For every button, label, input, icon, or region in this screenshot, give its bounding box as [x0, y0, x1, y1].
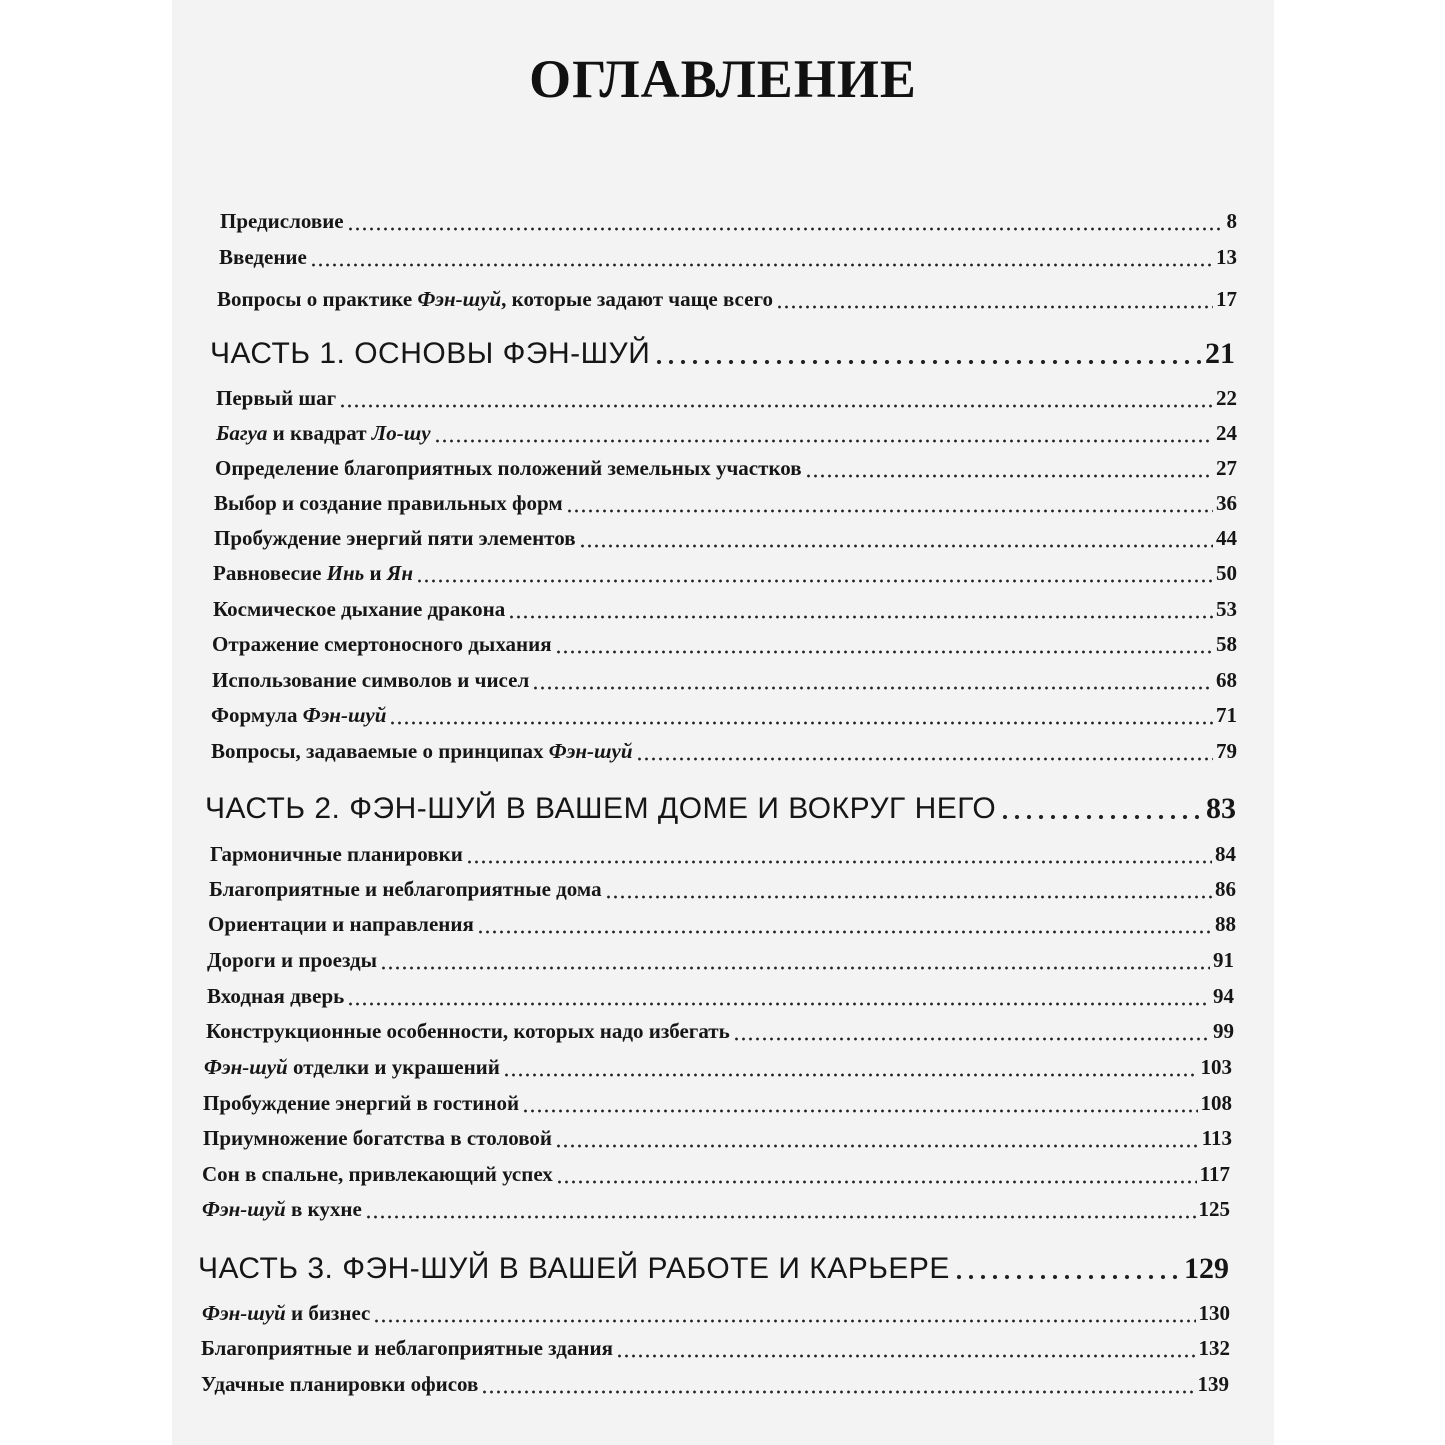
toc-label: ЧАСТЬ 3. ФЭН-ШУЙ В ВАШЕЙ РАБОТЕ И КАРЬЕРЕ: [198, 1252, 950, 1285]
page-number: 58: [1216, 632, 1237, 657]
dot-leader: [434, 422, 1213, 443]
toc-label: Фэн-шуй отделки и украшений: [204, 1055, 500, 1080]
toc-entry[interactable]: [216, 384, 1237, 409]
toc-label: Предисловие: [220, 209, 344, 234]
dot-leader: [380, 949, 1210, 970]
dot-leader: [389, 704, 1213, 725]
dot-leader: [522, 1092, 1197, 1113]
dot-leader: [373, 1302, 1195, 1323]
toc-part-heading[interactable]: [198, 1248, 1229, 1284]
page-number: 8: [1226, 209, 1237, 234]
dot-leader: [556, 1163, 1197, 1184]
dot-leader: [636, 740, 1214, 761]
page-number: 125: [1198, 1197, 1230, 1222]
page-number: 91: [1213, 948, 1234, 973]
dot-leader: [532, 669, 1213, 690]
toc-entry[interactable]: [211, 737, 1237, 762]
dot-leader: [555, 633, 1213, 654]
page-number: 68: [1216, 668, 1237, 693]
dot-leader: [776, 288, 1213, 309]
dot-leader: [347, 985, 1210, 1006]
dot-leader: [508, 598, 1213, 619]
toc-label: Вопросы, задаваемые о принципах Фэн-шуй: [211, 739, 633, 764]
toc-label: Космическое дыхание дракона: [213, 597, 506, 622]
page-number: 84: [1215, 842, 1236, 867]
toc-label: Благоприятные и неблагоприятные дома: [209, 877, 602, 902]
dot-leader: [579, 527, 1213, 548]
dot-leader: [365, 1198, 1196, 1219]
toc-label: Входная дверь: [207, 984, 345, 1009]
dot-leader: [466, 843, 1212, 864]
dot-leader: [805, 457, 1213, 478]
toc-entry[interactable]: [209, 875, 1236, 900]
toc-entry[interactable]: [203, 1089, 1232, 1114]
toc-entry[interactable]: [217, 285, 1237, 310]
page-number: 129: [1184, 1252, 1229, 1285]
toc-label: Определение благоприятных положений земельных участков: [215, 456, 802, 481]
dot-leader: [416, 562, 1213, 583]
page-number: 103: [1200, 1055, 1232, 1080]
toc-label: Вопросы о практике Фэн-шуй, которые задают чаще всего: [217, 287, 773, 312]
page-number: 83: [1206, 792, 1236, 825]
toc-entry[interactable]: [208, 910, 1236, 935]
toc-label: Равновесие Инь и Ян: [213, 561, 413, 586]
toc-label: Пробуждение энергий в гостиной: [203, 1091, 520, 1116]
page-number: 108: [1200, 1091, 1232, 1116]
dot-leader: [477, 913, 1212, 934]
page-number: 117: [1199, 1162, 1230, 1187]
toc-entry[interactable]: [214, 524, 1237, 549]
dot-leader: [953, 1250, 1181, 1280]
dot-leader: [347, 210, 1224, 231]
toc-label: ЧАСТЬ 1. ОСНОВЫ ФЭН-ШУЙ: [210, 337, 651, 370]
toc-entry[interactable]: [202, 1160, 1230, 1185]
dot-leader: [733, 1020, 1210, 1041]
page-number: 139: [1197, 1372, 1229, 1397]
dot-leader: [616, 1337, 1196, 1358]
toc-entry[interactable]: [202, 1299, 1230, 1324]
toc-entry[interactable]: [204, 1053, 1232, 1078]
page-number: 94: [1213, 984, 1234, 1009]
toc-entry[interactable]: [219, 243, 1237, 268]
toc-entry[interactable]: [201, 1334, 1230, 1359]
toc-entry[interactable]: [220, 207, 1237, 232]
page-number: 22: [1216, 386, 1237, 411]
toc-entry[interactable]: [207, 946, 1234, 971]
toc-label: Приумножение богатства в столовой: [203, 1126, 553, 1151]
toc-entry[interactable]: [216, 419, 1237, 444]
toc-entry[interactable]: [201, 1370, 1229, 1395]
toc-label: Гармоничные планировки: [210, 842, 463, 867]
page-number: 132: [1198, 1336, 1230, 1361]
dot-leader: [605, 878, 1212, 899]
toc-label: Сон в спальне, привлекающий успех: [202, 1162, 553, 1187]
page-number: 21: [1205, 337, 1235, 370]
toc-part-heading[interactable]: [210, 333, 1235, 369]
toc-label: Благоприятные и неблагоприятные здания: [201, 1336, 613, 1361]
page-number: 27: [1216, 456, 1237, 481]
toc-label: Ориентации и направления: [208, 912, 474, 937]
dot-leader: [566, 492, 1213, 513]
toc-label: Конструкционные особенности, которых надо избегать: [206, 1019, 730, 1044]
toc-label: Пробуждение энергий пяти элементов: [214, 526, 576, 551]
page-number: 13: [1216, 245, 1237, 270]
toc-entry[interactable]: [211, 701, 1237, 726]
toc-entry[interactable]: [207, 982, 1234, 1007]
toc-entry[interactable]: [213, 559, 1237, 584]
page-number: 24: [1216, 421, 1237, 446]
toc-label: Багуа и квадрат Ло-шу: [216, 421, 431, 446]
page-number: 130: [1198, 1301, 1230, 1326]
page-number: 50: [1216, 561, 1237, 586]
page-number: 113: [1201, 1126, 1232, 1151]
page-number: 17: [1216, 287, 1237, 312]
page-number: 36: [1216, 491, 1237, 516]
toc-entry[interactable]: [206, 1017, 1234, 1042]
page-number: 71: [1216, 703, 1237, 728]
page-number: 86: [1215, 877, 1236, 902]
toc-label: Удачные планировки офисов: [201, 1372, 479, 1397]
page-number: 88: [1215, 912, 1236, 937]
page-title: ОГЛАВЛЕНИЕ: [529, 49, 917, 109]
toc-label: Фэн-шуй в кухне: [202, 1197, 362, 1222]
dot-leader: [999, 790, 1203, 820]
toc-label: Фэн-шуй и бизнес: [202, 1301, 371, 1326]
dot-leader: [481, 1373, 1194, 1394]
toc-label: Введение: [219, 245, 307, 270]
page-number: 79: [1216, 739, 1237, 764]
toc-entry[interactable]: [212, 630, 1237, 655]
toc-label: Отражение смертоносного дыхания: [212, 632, 552, 657]
toc-entry[interactable]: [202, 1195, 1230, 1220]
toc-entry[interactable]: [212, 666, 1237, 691]
toc-entry[interactable]: [203, 1124, 1232, 1149]
page-number: 53: [1216, 597, 1237, 622]
toc-entry[interactable]: [213, 595, 1237, 620]
toc-label: Дороги и проезды: [207, 948, 378, 973]
page-number: 44: [1216, 526, 1237, 551]
toc-part-heading[interactable]: [205, 788, 1236, 824]
toc-entry[interactable]: [214, 489, 1237, 514]
toc-entry[interactable]: [210, 840, 1236, 865]
dot-leader: [503, 1056, 1198, 1077]
dot-leader: [653, 335, 1202, 365]
page-number: 99: [1213, 1019, 1234, 1044]
toc-label: Использование символов и чисел: [212, 668, 530, 693]
toc-label: ЧАСТЬ 2. ФЭН-ШУЙ В ВАШЕМ ДОМЕ И ВОКРУГ НЕГО: [205, 792, 997, 825]
dot-leader: [310, 246, 1213, 267]
toc-label: Первый шаг: [216, 386, 337, 411]
dot-leader: [555, 1127, 1199, 1148]
toc-label: Формула Фэн-шуй: [211, 703, 387, 728]
dot-leader: [339, 387, 1213, 408]
toc-label: Выбор и создание правильных форм: [214, 491, 563, 516]
toc-entry[interactable]: [215, 454, 1237, 479]
